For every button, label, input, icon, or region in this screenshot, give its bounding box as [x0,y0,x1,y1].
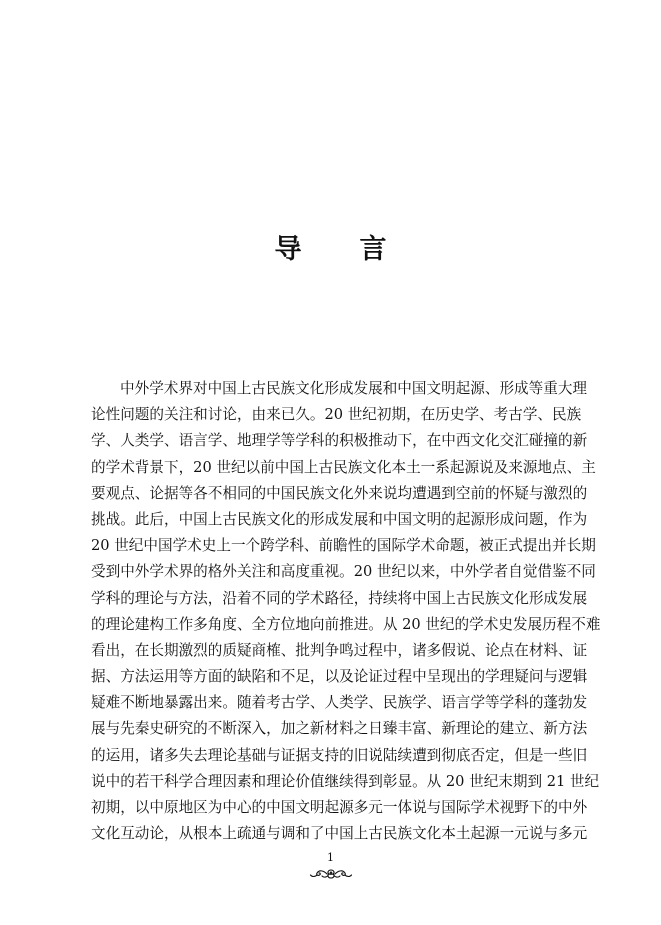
body-line: 学科的理论与方法，沿着不同的学术路径，持续将中国上古民族文化形成发展 [91,589,588,607]
page-footer [0,852,661,884]
chapter-title [0,232,661,268]
body-line: 据、方法运用等方面的缺陷和不足，以及论证过程中呈现出的学理疑问与逻辑 [91,668,588,686]
page-number: 1 [327,851,334,864]
body-line: 要观点、论据等各不相同的中国民族文化外来说均遭遇到空前的怀疑与激烈的 [91,484,588,502]
body-line: 初期，以中原地区为中心的中国文明起源多元一体说与国际学术视野下的中外 [91,799,588,816]
body-line: 说中的若干科学合理因素和理论价值继续得到彰显。从 20 世纪末期到 21 世纪 [91,772,600,790]
scroll-ornament-icon [309,865,353,884]
body-line: 挑战。此后，中国上古民族文化的形成发展和中国文明的起源形成问题，作为 [91,510,588,528]
body-line: 中外学术界对中国上古民族文化形成发展和中国文明起源、形成等重大理 [120,380,588,397]
body-line: 受到中外学术界的格外关注和高度重视。20 世纪以来，中外学者自觉借鉴不同 [91,563,596,581]
body-line: 的学术背景下，20 世纪以前中国上古民族文化本土一系起源说及来源地点、主 [91,458,596,476]
chapter-title-char-2: 言 [359,234,387,265]
body-line: 论性问题的关注和讨论，由来已久。20 世纪初期，在历史学、考古学、民族 [91,406,582,424]
body-line: 展与先秦史研究的不断深入，加之新材料之日臻丰富、新理论的建立、新方法 [91,720,588,738]
body-line: 看出，在长期激烈的质疑商榷、批判争鸣过程中，诸多假说、论点在材料、证 [91,641,588,659]
body-line: 的运用，诸多失去理论基础与证据支持的旧说陆续遭到彻底否定，但是一些旧 [91,746,588,764]
body-line: 文化互动论，从根本上疏通与调和了中国上古民族文化本土起源一元说与多元 [91,825,588,843]
chapter-title-char-1: 导 [274,234,302,265]
body-line: 学、人类学、语言学、地理学等学科的积极推动下，在中西文化交汇碰撞的新 [91,432,588,450]
body-paragraph [91,376,601,847]
body-line: 20 世纪中国学术史上一个跨学科、前瞻性的国际学术命题，被正式提出并长期 [91,537,596,555]
body-line: 的理论建构工作多角度、全方位地向前推进。从 20 世纪的学术史发展历程不难 [91,615,601,633]
body-line: 疑难不断地暴露出来。随着考古学、人类学、民族学、语言学等学科的蓬勃发 [91,694,588,712]
